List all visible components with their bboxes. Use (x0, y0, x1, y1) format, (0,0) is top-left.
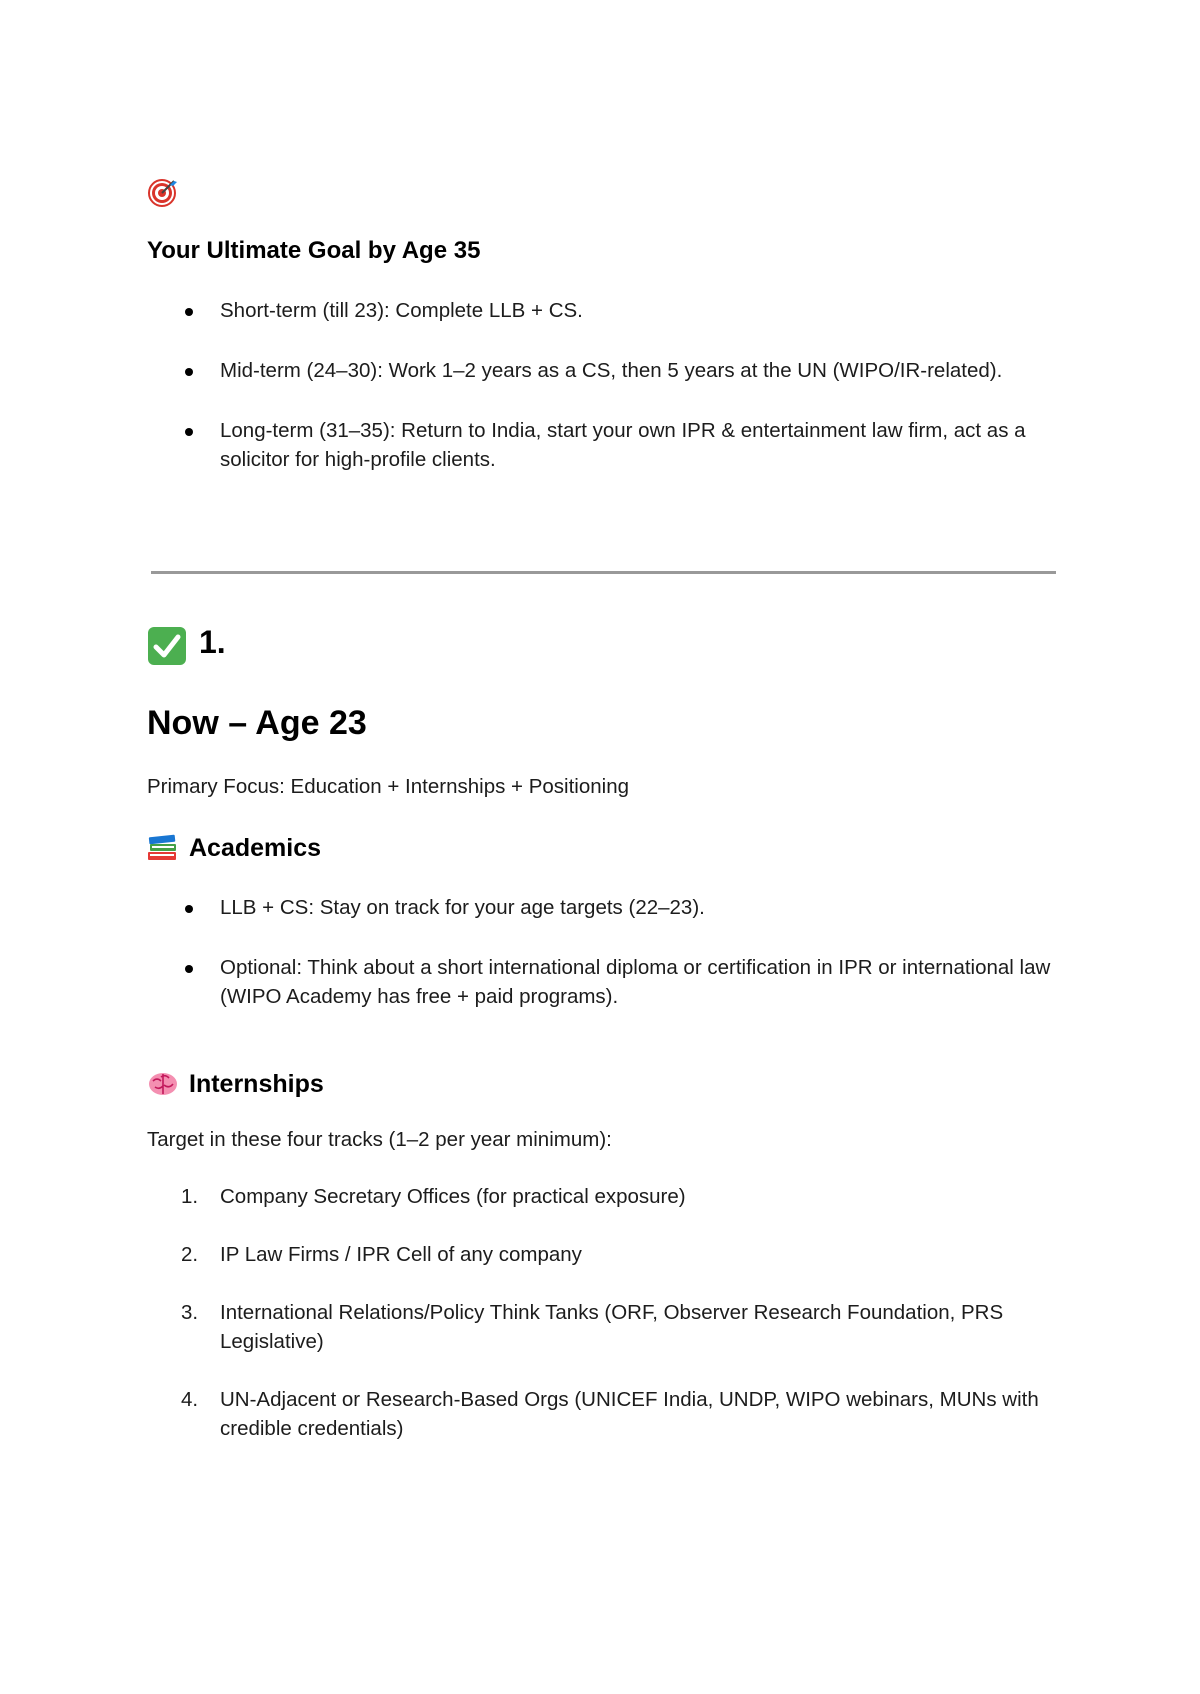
list-item (147, 893, 1067, 922)
list-item-text: International Relations/Policy Think Tanks (ORF, Observer Research Foundation, PRS Legislative) (220, 1301, 1004, 1353)
list-item (147, 1182, 1067, 1211)
list-item-text: LLB + CS: Stay on track for your age targets (22–23). (220, 896, 705, 919)
primary-focus-text: Primary Focus: Education + Internships + Positioning (147, 775, 629, 798)
list-number: 3. (181, 1301, 199, 1324)
list-item-text: Optional: Think about a short international diploma or certification in IPR or international law (WIPO Academy has free + paid programs). (220, 956, 1051, 1008)
academics-heading (147, 832, 321, 864)
list-number: 2. (181, 1243, 199, 1266)
internships-heading-text: Internships (189, 1070, 324, 1098)
list-item (147, 1298, 1067, 1356)
list-item-text: Mid-term (24–30): Work 1–2 years as a CS, then 5 years at the UN (WIPO/IR-related). (220, 359, 1003, 382)
list-item-text: Short-term (till 23): Complete LLB + CS. (220, 299, 583, 322)
list-item-text: UN-Adjacent or Research-Based Orgs (UNICEF India, UNDP, WIPO webinars, MUNs with credible credentials) (220, 1388, 1039, 1440)
list-item (147, 416, 1067, 474)
list-item (147, 953, 1067, 1011)
check-mark-icon (147, 626, 187, 666)
list-item-text: Long-term (31–35): Return to India, start your own IPR & entertainment law firm, act as a solicitor for high-profile clients. (220, 419, 1026, 471)
books-icon (147, 833, 179, 863)
list-item (147, 296, 1067, 325)
section-title: Now – Age 23 (147, 704, 367, 742)
goal-list (147, 296, 1067, 474)
divider (151, 571, 1056, 574)
bullet-icon (185, 905, 193, 913)
brain-icon (147, 1069, 179, 1099)
goal-heading: Your Ultimate Goal by Age 35 (147, 237, 481, 264)
bullet-icon (185, 965, 193, 973)
section-number: 1. (199, 624, 226, 660)
list-number: 4. (181, 1388, 199, 1411)
list-item-text: Company Secretary Offices (for practical exposure) (220, 1185, 686, 1208)
list-item (147, 1240, 1067, 1269)
target-icon (147, 176, 179, 208)
list-item (147, 1385, 1067, 1443)
internships-intro: Target in these four tracks (1–2 per year minimum): (147, 1128, 612, 1151)
internships-list (147, 1182, 1067, 1443)
list-item (147, 356, 1067, 385)
academics-heading-text: Academics (189, 834, 322, 862)
academics-list (147, 893, 1067, 1011)
internships-heading (147, 1068, 324, 1100)
bullet-icon (185, 428, 193, 436)
bullet-icon (185, 368, 193, 376)
list-item-text: IP Law Firms / IPR Cell of any company (220, 1243, 582, 1266)
list-number: 1. (181, 1185, 199, 1208)
bullet-icon (185, 308, 193, 316)
